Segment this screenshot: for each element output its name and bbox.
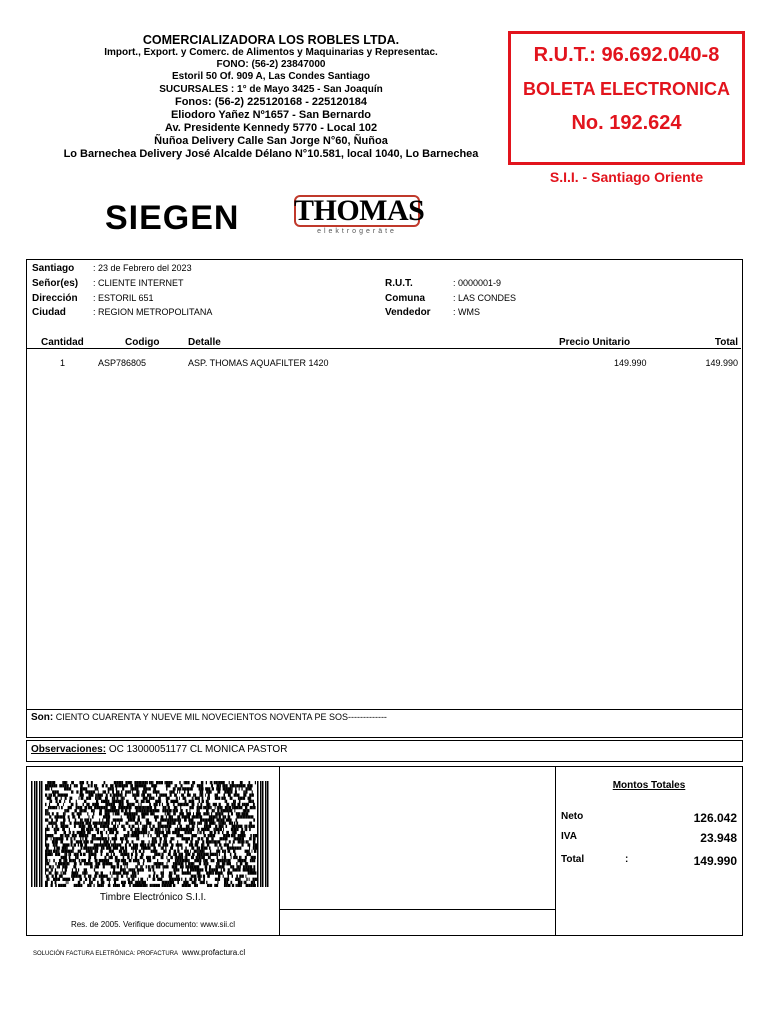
rut-label: R.U.T. bbox=[385, 278, 413, 289]
total-value: 149.990 bbox=[693, 854, 737, 868]
item-codigo: ASP786805 bbox=[98, 358, 147, 368]
iva-value: 23.948 bbox=[700, 831, 737, 845]
company-line: Import., Export. y Comerc. de Alimentos y Maquinarias y Representac. bbox=[104, 47, 438, 58]
observations bbox=[26, 740, 743, 762]
senor-label: Señor(es) bbox=[32, 278, 79, 289]
document-body bbox=[26, 259, 743, 710]
son-label: Son: bbox=[31, 712, 54, 723]
footer-url: www.profactura.cl bbox=[182, 948, 246, 957]
timbre-res: Res. de 2005. Verifique documento: www.sii.cl bbox=[70, 920, 236, 929]
item-total: 149.990 bbox=[705, 358, 738, 368]
direccion-label: Dirección bbox=[32, 293, 78, 304]
item-precio: 149.990 bbox=[614, 358, 647, 368]
company-line: SUCURSALES : 1° de Mayo 3425 - San Joaquín bbox=[159, 83, 383, 95]
amount-in-words bbox=[26, 710, 743, 738]
rut-value: : 0000001-9 bbox=[453, 278, 502, 288]
col-codigo: Codigo bbox=[125, 337, 160, 348]
sii-office: S.I.I. - Santiago Oriente bbox=[549, 169, 704, 185]
vendedor-label: Vendedor bbox=[385, 307, 431, 318]
col-cantidad: Cantidad bbox=[41, 337, 84, 348]
ciudad-row bbox=[32, 307, 212, 318]
iva-label: IVA bbox=[561, 831, 577, 842]
observations-label: Observaciones: bbox=[31, 744, 107, 755]
company-info bbox=[40, 33, 502, 161]
vendedor-value: : WMS bbox=[453, 307, 480, 317]
company-line: Estoril 50 Of. 909 A, Las Condes Santiago bbox=[171, 71, 371, 83]
company-name: COMERCIALIZADORA LOS ROBLES LTDA. bbox=[142, 33, 400, 47]
company-line: Eliodoro Yañez Nº1657 - San Bernardo bbox=[170, 108, 372, 121]
company-line: Fonos: (56-2) 225120168 - 225120184 bbox=[174, 95, 367, 108]
total-label: Total bbox=[561, 854, 585, 865]
col-precio: Precio Unitario bbox=[559, 337, 631, 348]
vendedor-row bbox=[385, 307, 480, 318]
neto-value: 126.042 bbox=[693, 811, 737, 825]
rut-box bbox=[508, 31, 745, 165]
footer bbox=[33, 948, 245, 957]
son-text: CIENTO CUARENTA Y NUEVE MIL NOVECIENTOS NOVENTA PE SOS------------- bbox=[55, 712, 387, 722]
total-colon: : bbox=[625, 854, 629, 865]
senor-row bbox=[32, 278, 184, 289]
observations-text: OC 13000051177 CL MONICA PASTOR bbox=[108, 744, 288, 755]
company-line: Av. Presidente Kennedy 5770 - Local 102 bbox=[164, 121, 378, 134]
thomas-logo bbox=[294, 194, 425, 237]
santiago-row bbox=[32, 263, 192, 274]
rut-number: R.U.T.: 96.692.040-8 bbox=[533, 44, 720, 66]
siegen-logo: SIEGEN bbox=[105, 199, 240, 237]
column-divider bbox=[27, 348, 741, 349]
ciudad-value: : REGION METROPOLITANA bbox=[93, 307, 213, 317]
bottom-section bbox=[26, 766, 743, 936]
direccion-value: : ESTORIL 651 bbox=[93, 293, 154, 303]
document-type: BOLETA ELECTRONICA bbox=[523, 79, 730, 99]
comuna-label: Comuna bbox=[385, 293, 425, 304]
totals-title: Montos Totales bbox=[612, 780, 686, 791]
ciudad-label: Ciudad bbox=[32, 307, 66, 318]
document-number: No. 192.624 bbox=[571, 112, 682, 134]
thomas-logo-word: THOMAS bbox=[294, 194, 425, 227]
company-line: FONO: (56-2) 23847000 bbox=[216, 59, 326, 71]
company-line: Lo Barnechea Delivery José Alcalde Délano N°10.581, local 1040, Lo Barnechea bbox=[63, 147, 479, 160]
neto-label: Neto bbox=[561, 811, 584, 822]
rut-row bbox=[385, 278, 501, 289]
timbre-title: Timbre Electrónico S.I.I. bbox=[99, 892, 207, 903]
divider bbox=[279, 909, 555, 910]
comuna-value: : LAS CONDES bbox=[453, 293, 517, 303]
senor-value: : CLIENTE INTERNET bbox=[93, 278, 184, 288]
thomas-logo-sub: elektrogeräte bbox=[317, 228, 397, 235]
pdf417-barcode bbox=[31, 781, 269, 887]
direccion-row bbox=[32, 293, 154, 304]
footer-text: SOLUCIÓN FACTURA ELETRÓNICA: PROFACTURA bbox=[33, 951, 179, 957]
col-detalle: Detalle bbox=[188, 337, 221, 348]
comuna-row bbox=[385, 293, 516, 304]
company-line: Ñuñoa Delivery Calle San Jorge N°60, Ñuñoa bbox=[154, 134, 388, 147]
date-value: : 23 de Febrero del 2023 bbox=[93, 263, 192, 273]
santiago-label: Santiago bbox=[32, 263, 75, 274]
item-cantidad: 1 bbox=[60, 358, 66, 368]
divider bbox=[555, 767, 556, 935]
item-detalle: ASP. THOMAS AQUAFILTER 1420 bbox=[188, 358, 329, 368]
col-total: Total bbox=[714, 337, 738, 348]
